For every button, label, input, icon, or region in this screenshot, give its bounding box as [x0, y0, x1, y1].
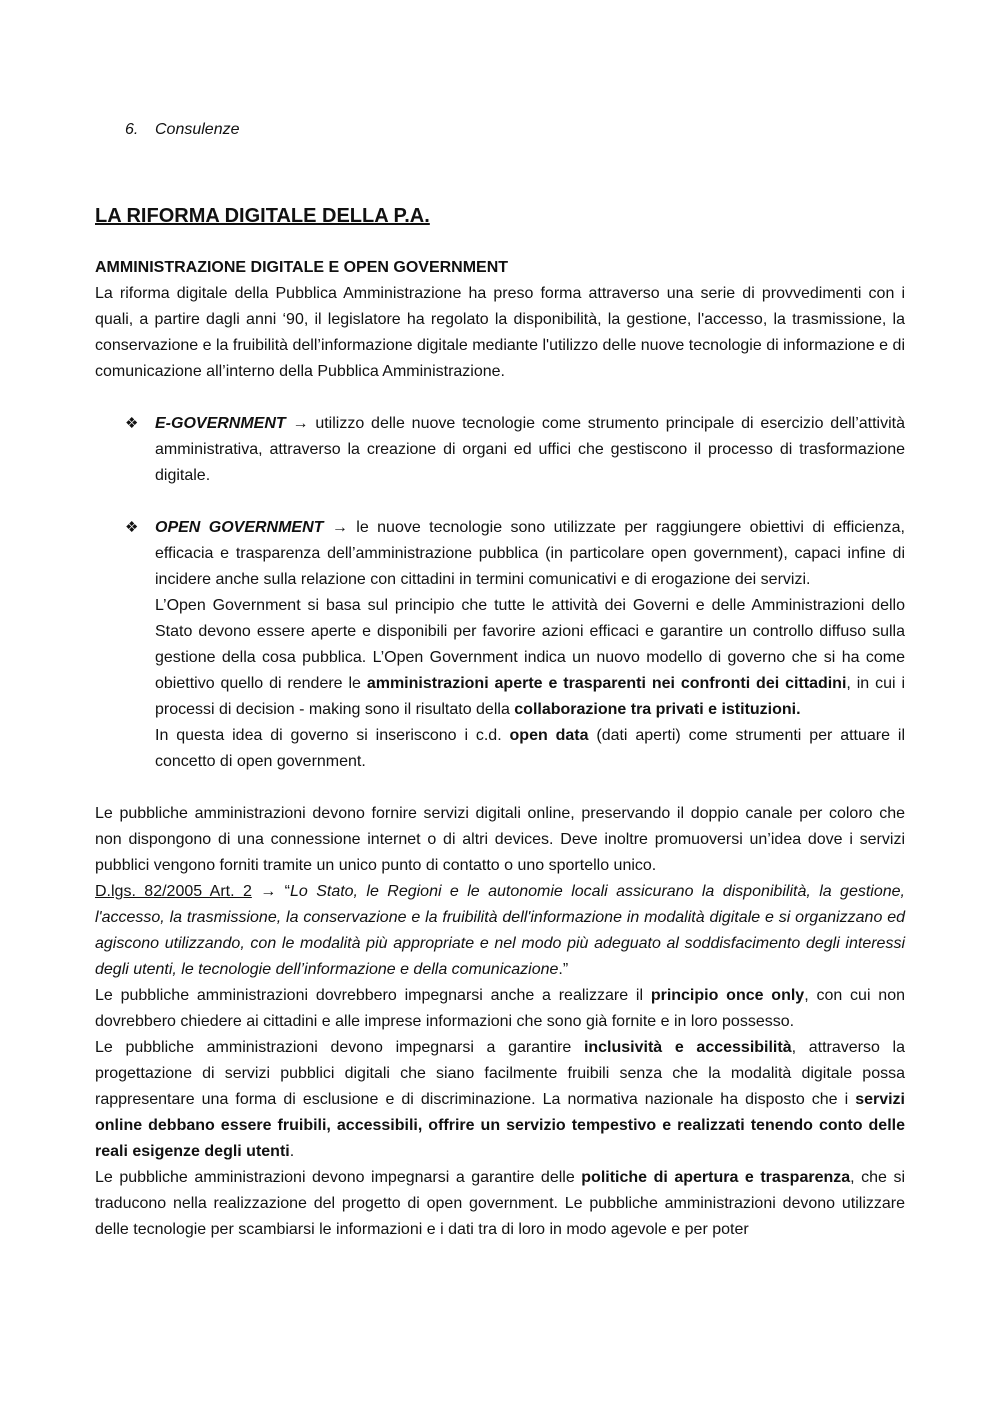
law-quote: Lo Stato, le Regioni e le autonomie locali assicurano la disponibilità, la gestione, l'accesso, la trasmissione, la conservazione e la fruibilità dell'informazione in modalità digitale e si organizzano ed agiscono utilizzando, con le modalità più appropriate e nel modo più adeguato al soddisfacimento degli interessi degli utenti, le tecnologie dell’informazione e della comunicazione	[95, 883, 905, 978]
list-number: 6.	[125, 121, 139, 138]
body-paragraph-once-only	[95, 983, 905, 1035]
section-heading: AMMINISTRAZIONE DIGITALE E OPEN GOVERNMENT	[95, 259, 509, 276]
text-run: Le pubbliche amministrazioni devono impegnarsi a garantire delle	[95, 1169, 582, 1186]
text-run: .	[289, 1143, 295, 1160]
arrow-icon: →	[292, 415, 309, 432]
arrow-icon: →	[331, 519, 348, 536]
law-citation-paragraph	[95, 879, 905, 983]
law-reference: D.lgs. 82/2005 Art. 2	[95, 883, 252, 900]
arrow-icon: → “	[251, 883, 290, 900]
body-section	[95, 801, 905, 1243]
intro-paragraph: La riforma digitale della Pubblica Amministrazione ha preso forma attraverso una serie di provvedimenti con i quali, a partire dagli anni ‘90, il legislatore ha regolato la disponibilità, la gestione, l'accesso, la trasmissione, la conservazione e la fruibilità dell’informazione digitale mediante l'utilizzo delle nuove tecnologie di informazione e di comunicazione all’interno della Pubblica Amministrazione.	[95, 285, 905, 380]
bold-run: open data	[509, 727, 589, 744]
body-paragraph-1: Le pubbliche amministrazioni devono fornire servizi digitali online, preservando il doppio canale per coloro che non dispongono di una connessione internet o di altri devices. Deve inoltre promuoversi un’idea dove i servizi pubblici vengono forniti tramite un unico punto di contatto o uno sportello unico.	[95, 805, 905, 874]
open-government-term: OPEN GOVERNMENT	[155, 519, 324, 536]
open-government-paragraph	[155, 515, 905, 593]
bold-run: principio once only	[650, 987, 805, 1004]
diamond-bullet-icon: ❖	[125, 415, 139, 432]
text-run: , con cui non dovrebbero chiedere ai cittadini e alle imprese informazioni che sono già fornite e in loro possesso.	[95, 987, 905, 1030]
text-run: , che si traducono nella realizzazione del progetto di open government. Le pubbliche amministrazioni devono utilizzare delle tecnologie per scambiarsi le informazioni e i dati tra di loro in modo agevole e per poter	[95, 1169, 905, 1238]
bold-run: collaborazione tra privati e istituzioni.	[514, 701, 801, 718]
diamond-bullet-icon: ❖	[125, 519, 139, 536]
bold-run: politiche di apertura e trasparenza	[581, 1169, 851, 1186]
text-run: (dati aperti) come strumenti per attuare il concetto di open government.	[155, 727, 905, 770]
bullet-e-government	[95, 411, 905, 489]
bullet-open-government	[95, 515, 905, 775]
text-run: , in cui i processi di decision - making sono il risultato della	[155, 675, 905, 718]
body-paragraph-transparency	[95, 1165, 905, 1243]
open-data-paragraph	[155, 723, 905, 775]
bold-run: servizi online debbano essere fruibili, accessibili, offrire un servizio tempestivo e realizzati tenendo conto delle reali esigenze degli utenti	[95, 1091, 905, 1160]
list-label: Consulenze	[155, 121, 240, 138]
text-run: In questa idea di governo si inseriscono i c.d.	[155, 727, 510, 744]
document-title: LA RIFORMA DIGITALE DELLA P.A.	[95, 205, 430, 227]
open-government-principle	[155, 593, 905, 723]
text-run: Le pubbliche amministrazioni devono impegnarsi a garantire	[95, 1039, 584, 1056]
bold-run: amministrazioni aperte e trasparenti nei confronti dei cittadini	[366, 675, 847, 692]
e-government-text: utilizzo delle nuove tecnologie come strumento principale di esercizio dell’attività amministrativa, attraverso la creazione di organi ed uffici che gestiscono il processo di trasformazione digitale.	[155, 415, 905, 484]
text-run: , attraverso la progettazione di servizi pubblici digitali che siano facilmente fruibili senza che la modalità digitale possa rappresentare una forma di esclusione e di discriminazione. La normativa nazionale ha disposto che i	[95, 1039, 905, 1108]
body-paragraph-inclusivity	[95, 1035, 905, 1165]
text-run: .”	[558, 961, 569, 978]
document-page	[95, 117, 905, 1243]
e-government-term: E-GOVERNMENT	[155, 415, 286, 432]
open-government-text: le nuove tecnologie sono utilizzate per raggiungere obiettivi di efficienza, efficacia e trasparenza dell’amministrazione pubblica (in particolare open government), capaci infine di incidere anche sulla relazione con cittadini in termini comunicativi e di erogazione dei servizi.	[155, 519, 905, 588]
text-run: L’Open Government si basa sul principio che tutte le attività dei Governi e delle Amministrazioni dello Stato devono essere aperte e disponibili per favorire azioni efficaci e garantire un controllo diffuso sulla gestione della cosa pubblica. L’Open Government indica un nuovo modello di governo che si ha come obiettivo quello di rendere le	[155, 597, 905, 692]
bold-run: inclusività e accessibilità	[583, 1039, 792, 1056]
e-government-paragraph	[155, 411, 905, 489]
list-item-consulenze	[125, 117, 905, 143]
text-run: Le pubbliche amministrazioni dovrebbero impegnarsi anche a realizzare il	[95, 987, 651, 1004]
